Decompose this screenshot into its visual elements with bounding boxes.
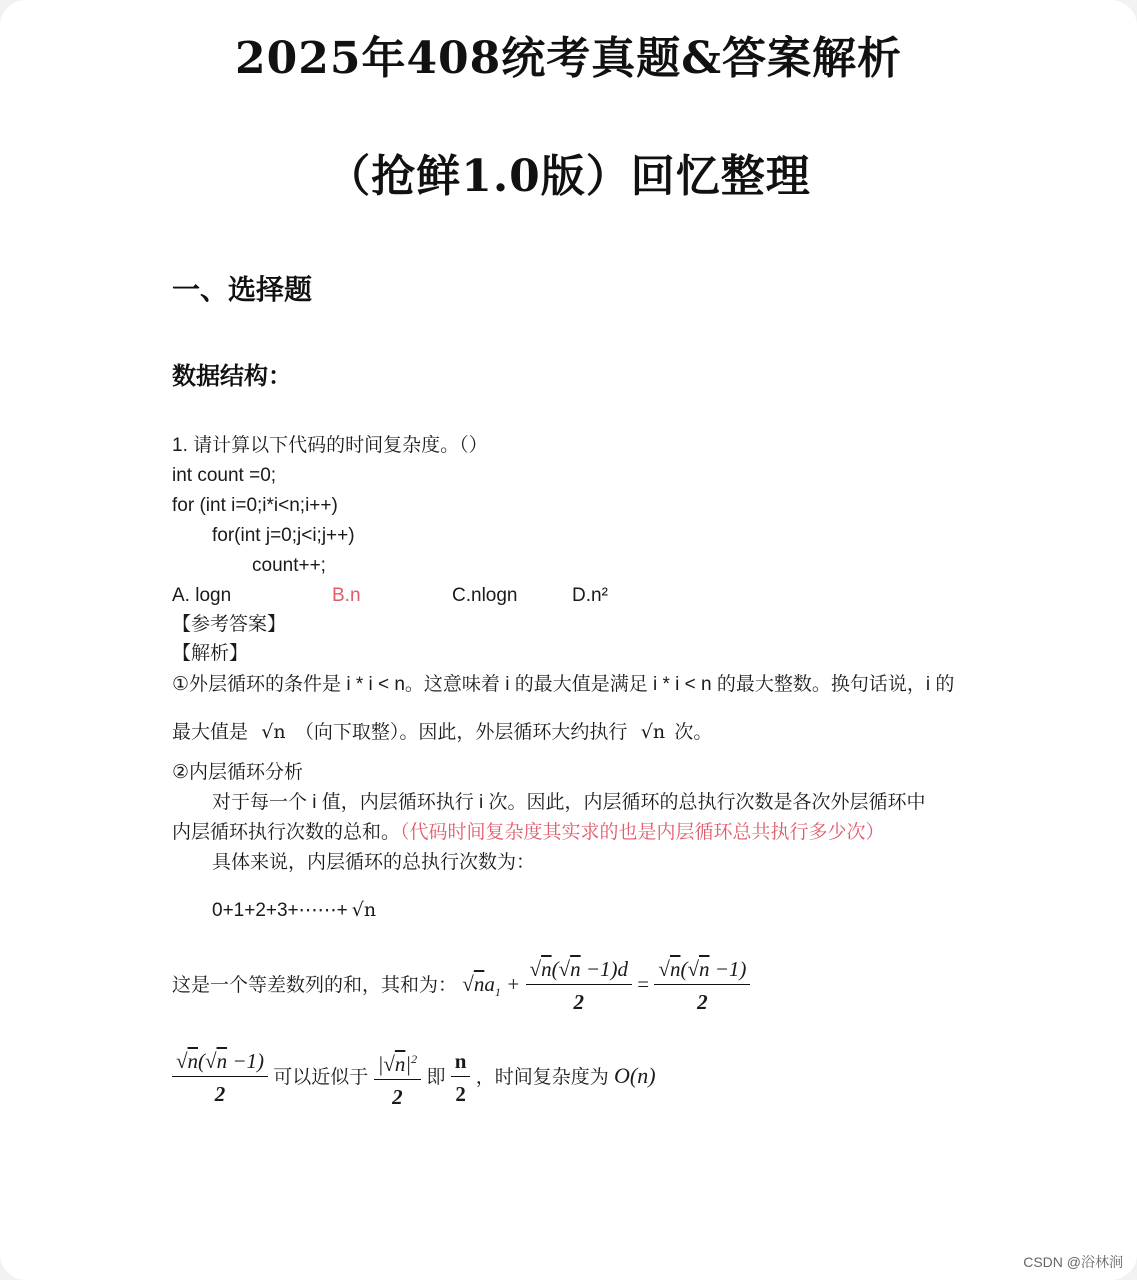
code-line: count++; xyxy=(252,555,326,576)
text: 这是一个等差数列的和，其和为： xyxy=(172,975,458,996)
watermark: CSDN @浴林涧 xyxy=(1023,1254,1123,1270)
analysis-p2-title: ②内层循环分析 xyxy=(172,762,304,783)
fraction: $\frac{n}{2}$ xyxy=(451,1048,471,1107)
section-heading: 一、选择题 xyxy=(172,273,313,306)
text: 可以近似于 xyxy=(273,1067,369,1088)
code-line: for(int j=0;j<i;j++) xyxy=(212,525,355,546)
option-c: C.nlogn xyxy=(452,585,518,606)
text: 即 xyxy=(426,1067,446,1088)
sqrt-n: √n xyxy=(640,721,666,743)
fraction: $\frac{√n(√n -1)}{2}$ xyxy=(654,956,750,1015)
subsection-heading: 数据结构： xyxy=(172,361,292,390)
fraction: $\frac{|√n|^2}{2}$ xyxy=(374,1046,422,1110)
text: 最大值是 xyxy=(172,722,249,743)
analysis-p1-line1: ①外层循环的条件是 i * i < n。这意味着 i 的最大值是满足 i * i < n 的最大整数。换句话说，i 的 xyxy=(172,674,955,695)
fraction: $\frac{√n(√n -1)}{2}$ xyxy=(172,1048,268,1107)
option-d: D.n² xyxy=(572,585,608,606)
sqrt-n: √n xyxy=(351,899,377,921)
text: （向下取整）。因此，外层循环大约执行 xyxy=(294,722,628,743)
title-line-1: 2025年408统考真题&答案解析 xyxy=(234,33,903,84)
analysis-p2-line2 xyxy=(172,821,885,845)
option-a: A. logn xyxy=(172,585,232,606)
title-line-2: （抢鲜1.0版）回忆整理 xyxy=(326,151,811,202)
text: 0+1+2+3+⋯⋯+ xyxy=(212,900,348,921)
analysis-p1-line2 xyxy=(172,720,712,745)
answer-label: 【参考答案】 xyxy=(172,614,287,635)
series-formula xyxy=(212,898,376,923)
text: 内层循环执行次数的总和。 xyxy=(172,822,401,843)
option-b: B.n xyxy=(332,585,361,606)
text: 次。 xyxy=(674,722,713,743)
code-line: int count =0; xyxy=(172,465,277,486)
formula-term: $√na_1$ + xyxy=(462,972,521,1000)
question-stem: 1. 请计算以下代码的时间复杂度。（） xyxy=(172,435,488,456)
sum-formula-row: 这是一个等差数列的和，其和为： $√na_1$ + $\frac{√n(√n -1)d}{2}$ = $\frac{√n(√n -1)}{2}$ xyxy=(172,952,750,1016)
sqrt-n: √n xyxy=(261,721,286,743)
fraction: $\frac{√n(√n -1)d}{2}$ xyxy=(526,956,632,1015)
highlight-note: （代码时间复杂度其实求的也是内层循环总共执行多少次） xyxy=(400,822,885,843)
text: ，时间复杂度为 xyxy=(475,1067,609,1088)
analysis-p2-line3: 具体来说，内层循环的总执行次数为： xyxy=(212,852,536,873)
analysis-p2-line1: 对于每一个 i 值，内层循环执行 i 次。因此，内层循环的总执行次数是各次外层循环中 xyxy=(212,792,926,813)
approx-formula-row xyxy=(172,1040,656,1112)
big-o: O(n) xyxy=(614,1063,656,1088)
analysis-label: 【解析】 xyxy=(172,643,249,664)
code-line: for (int i=0;i*i<n;i++) xyxy=(172,495,338,516)
